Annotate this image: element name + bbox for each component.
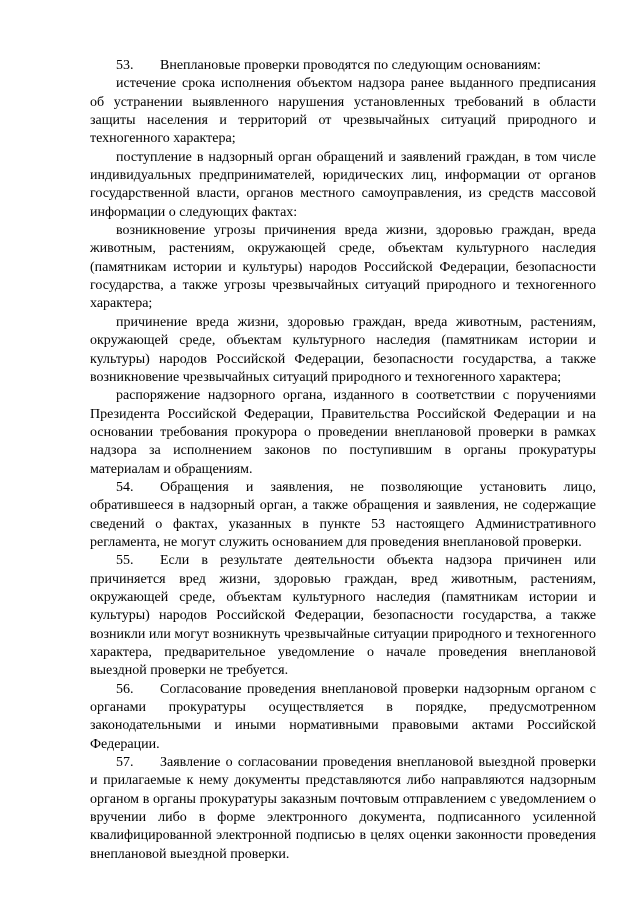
paragraph-53-item-3 [90,222,596,314]
paragraph-54 [90,479,596,552]
paragraph-text: истечение срока исполнения объектом надзора ранее выданного предписания об устранении выявленного нарушения установленных требований в области защиты населения и территорий от чрезвычайных ситуаций природного и техногенного характера; [90,76,596,147]
paragraph-number: 55. [116,553,134,569]
paragraph-text: Заявление о согласовании проведения внеплановой выездной проверки и прилагаемые к нему документы представляются либо направляются надзорным органом в органы прокуратуры заказным почтовым отправлением с уведомлением о вручении либо в форме электронного документа, подписанного усиленной квалифицированной электронной подписью в целях оценки законности проведения внеплановой выездной проверки. [90,755,596,862]
paragraph-number: 53. [116,58,134,73]
paragraph-text: Обращения и заявления, не позволяющие установить лицо, обратившееся в надзорный орган, а также обращения и заявления, не содержащие сведений о фактах, указанных в пункте 53 настоящего Административного регламента, не могут служить основанием для проведения внеплановой проверки. [90,479,596,550]
paragraph-text: возникновение угрозы причинения вреда жизни, здоровью граждан, вреда животным, растениям, окружающей среде, объектам культурного наследия (памятникам истории и культуры) народов Российской Федерации, безопасности государства, а также угрозы чрезвычайных ситуаций природного и техногенного характера; [90,223,596,312]
paragraph-text: причинение вреда жизни, здоровью граждан, вреда животным, растениям, окружающей среде, объектам культурного наследия (памятникам истории и культуры) народов Российской Федерации, безопасности государства, а также возникновение чрезвычайных ситуаций природного и техногенного характера; [90,314,596,385]
paragraph-53 [90,57,596,75]
paragraph-53-item-4 [90,314,596,387]
paragraph-53-item-1 [90,75,596,148]
paragraph-57 [90,754,596,864]
paragraph-text: Согласование проведения внеплановой проверки надзорным органом с органами прокуратуры осуществляется в порядке, предусмотренном законодательными и иными нормативными правовыми актами Российской Федерации. [90,681,596,752]
paragraph-number: 56. [116,681,134,697]
paragraph-text: Внеплановые проверки проводятся по следующим основаниям: [160,58,541,73]
paragraph-text: поступление в надзорный орган обращений и заявлений граждан, в том числе индивидуальных предпринимателей, юридических лиц, информации от органов государственной власти, органов местного самоуправления, из средств массовой информации о следующих фактах: [90,149,596,220]
paragraph-56 [90,681,596,754]
paragraph-number: 54. [116,479,134,495]
paragraph-55 [90,552,596,680]
paragraph-text: распоряжение надзорного органа, изданного в соответствии с поручениями Президента Российской Федерации, Правительства Российской Федерации и на основании требования прокурора о проведении внеплановой проверки в рамках надзора за исполнением законов по поступившим в органы прокуратуры материалам и обращениям. [90,388,596,477]
paragraph-53-item-2 [90,149,596,222]
paragraph-text: Если в результате деятельности объекта надзора причинен или причиняется вред жизни, здоровью граждан, вред животным, растениям, окружающей среде, объектам культурного наследия (памятникам истории и культуры) народов Российской Федерации, безопасности государства, а также возникли или могут возникнуть чрезвычайные ситуации природного и техногенного характера, предварительное уведомление о начале проведения внеплановой выездной проверки не требуется. [90,553,596,679]
paragraph-53-item-5 [90,387,596,479]
paragraph-number: 57. [116,755,134,771]
